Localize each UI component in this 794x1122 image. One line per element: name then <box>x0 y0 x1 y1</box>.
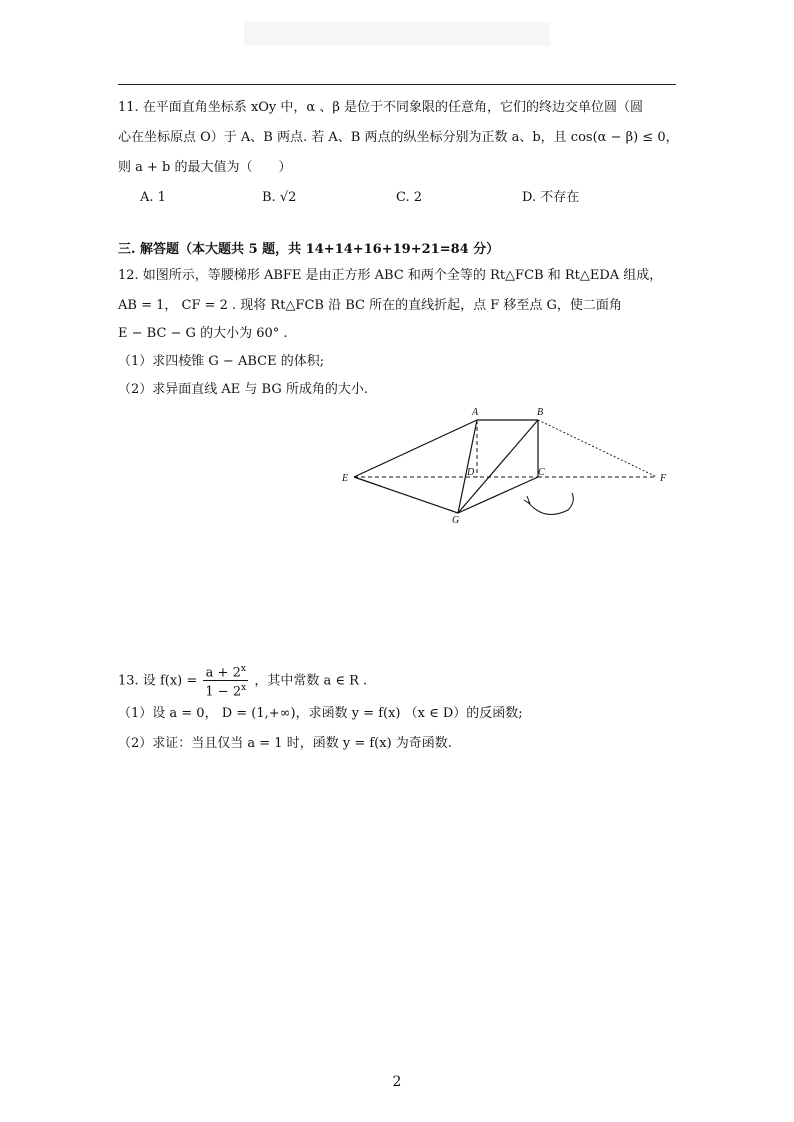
trapezoid-fold-figure <box>330 400 680 530</box>
q11-line1: 11. 在平面直角坐标系 xOy 中，α 、β 是位于不同象限的任意角，它们的终边交单位圆（圆 <box>118 100 643 115</box>
label-d: D <box>467 467 475 478</box>
label-e: E <box>342 473 349 484</box>
q12-line1: 12. 如图所示，等腰梯形 ABFE 是由正方形 ABC 和两个全等的 Rt△FCB 和 Rt△EDA 组成， <box>118 268 663 283</box>
q12-line2: AB = 1， CF = 2 . 现将 Rt△FCB 沿 BC 所在的直线折起，点 F 移至点 G，使二面角 <box>118 298 622 313</box>
q11-option-c[interactable]: C. 2 <box>396 190 423 205</box>
label-g: G <box>452 515 460 526</box>
q13-suffix: ，其中常数 a ∈ R . <box>254 673 368 689</box>
q12-part2: （2）求异面直线 AE 与 BG 所成角的大小. <box>118 382 368 397</box>
q11-line3: 则 a + b 的最大值为（ ） <box>118 160 292 175</box>
q11-option-d[interactable]: D. 不存在 <box>522 190 580 205</box>
page-number: 2 <box>392 1074 402 1090</box>
edge-eg <box>354 477 458 513</box>
q11-line2: 心在坐标原点 O）于 A、B 两点. 若 A、B 两点的纵坐标分别为正数 a、b，且 cos(α − β) ≤ 0， <box>118 130 679 145</box>
q11-option-a[interactable]: A. 1 <box>140 190 166 205</box>
fold-arrow-icon <box>528 493 573 515</box>
label-f: F <box>660 473 667 484</box>
q13-denominator: $1 - 2^x$ <box>205 683 247 700</box>
edge-ae <box>354 420 477 477</box>
q11-options <box>140 188 660 208</box>
q13-line1 <box>118 662 367 700</box>
section-title: 三. 解答题（本大题共 5 题，共 14+14+16+19+21=84 分） <box>118 242 500 257</box>
label-b: B <box>537 407 544 418</box>
q11-option-b[interactable]: B. √2 <box>262 190 297 205</box>
top-rule <box>118 84 676 85</box>
q13-part2: （2）求证：当且仅当 a = 1 时，函数 y = f(x) 为奇函数. <box>118 736 452 751</box>
q13-part1: （1）设 a = 0， D = (1,+∞)，求函数 y = f(x) （x ∈ D）的反函数; <box>118 706 523 721</box>
q13-prefix: 13. 设 f(x) = <box>118 673 198 689</box>
fold-arrowhead-icon <box>524 496 530 504</box>
label-c: C <box>538 467 545 478</box>
edge-bf-dotted <box>538 420 657 477</box>
q12-line3: E − BC − G 的大小为 60° . <box>118 326 288 341</box>
q12-part1: （1）求四棱锥 G − ABCE 的体积; <box>118 354 325 369</box>
q13-fraction <box>203 662 248 700</box>
header-band <box>244 22 550 46</box>
edge-gc <box>458 477 538 513</box>
q13-numerator: $a + 2^x$ <box>203 662 248 681</box>
label-a: A <box>472 407 479 418</box>
